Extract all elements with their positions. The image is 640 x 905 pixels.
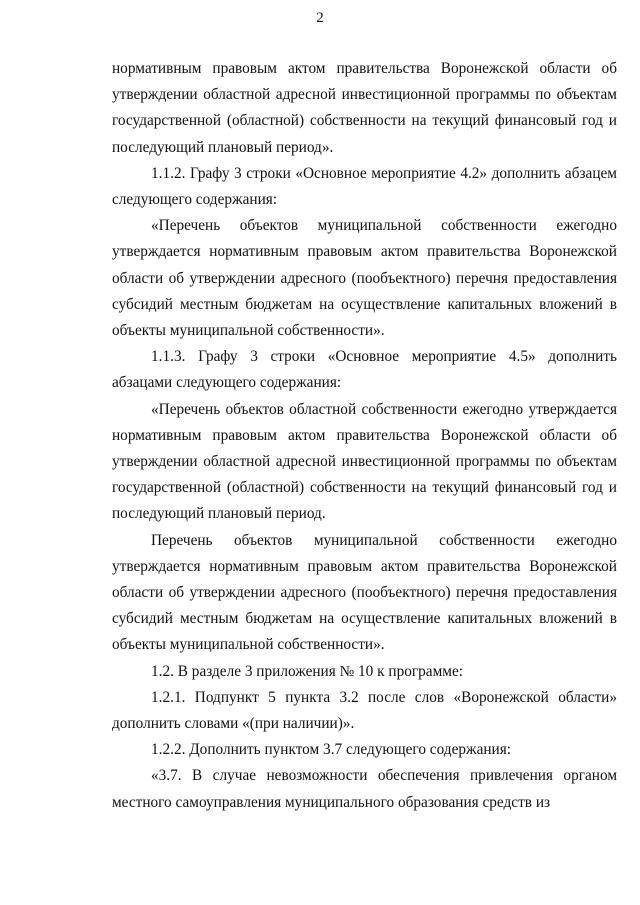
document-body xyxy=(112,56,617,816)
paragraph-1-2: 1.2. В разделе 3 приложения № 10 к программе: xyxy=(151,662,463,680)
paragraph-1-1-2: 1.1.2. Графу 3 строки «Основное мероприятие 4.2» дополнить абзацем следующего содержания: xyxy=(112,164,617,209)
paragraph-quote-regional: «Перечень объектов областной собственности ежегодно утверждается нормативным правовым актом правительства Воронежской области об утверждении областной адресной инвестиционной программы по объектам государственной (областной) собственности на текущий финансовый год и последующий плановый период. xyxy=(112,400,617,523)
paragraph-1-2-1: 1.2.1. Подпункт 5 пункта 3.2 после слов «Воронежской области» дополнить словами «(при наличии)». xyxy=(112,688,617,733)
paragraph-municipal-2: Перечень объектов муниципальной собственности ежегодно утверждается нормативным правовым актом правительства Воронежской области об утверждении адресного (пообъектного) перечня предоставления субсидий местным бюджетам на осуществление капитальных вложений в объекты муниципальной собственности». xyxy=(112,531,617,654)
paragraph-3-7: «3.7. В случае невозможности обеспечения привлечения органом местного самоуправления муниципального образования средств из xyxy=(112,767,617,811)
paragraph-intro: нормативным правовым актом правительства Воронежской области об утверждении областной адресной инвестиционной программы по объектам государственной (областной) собственности на текущий финансовый год и последующий плановый период». xyxy=(112,60,617,156)
paragraph-1-1-3: 1.1.3. Графу 3 строки «Основное мероприятие 4.5» дополнить абзацами следующего содержания: xyxy=(112,348,617,392)
page-number: 2 xyxy=(316,10,324,26)
paragraph-1-2-2: 1.2.2. Дополнить пунктом 3.7 следующего содержания: xyxy=(151,741,512,759)
paragraph-quote-municipal-1: «Перечень объектов муниципальной собственности ежегодно утверждается нормативным правовым актом правительства Воронежской области об утверждении адресного (пообъектного) перечня предоставления субсидий местным бюджетам на осуществление капитальных вложений в объекты муниципальной собственности». xyxy=(112,217,617,340)
